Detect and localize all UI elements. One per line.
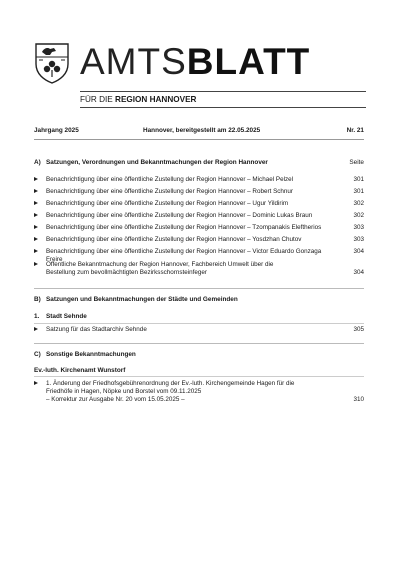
title-rule-bottom — [80, 107, 366, 108]
section-divider — [34, 343, 364, 344]
item-page: 301 — [353, 188, 364, 195]
list-item[interactable] — [34, 380, 364, 404]
list-item[interactable] — [34, 176, 364, 184]
section-a-letter: A) — [34, 159, 41, 166]
info-rule — [34, 139, 364, 140]
list-item[interactable] — [34, 248, 364, 263]
bullet-triangle-icon — [34, 213, 38, 217]
subtitle-prefix: FÜR DIE — [80, 95, 113, 104]
issue-year: Jahrgang 2025 — [34, 127, 79, 134]
bullet-triangle-icon — [34, 225, 38, 229]
bullet-triangle-icon — [34, 237, 38, 241]
section-a-heading — [34, 159, 268, 167]
section-divider — [34, 288, 364, 289]
bullet-triangle-icon — [34, 249, 38, 253]
subsection-rule — [34, 376, 364, 377]
item-page: 304 — [353, 269, 364, 276]
page-column-header: Seite — [349, 159, 364, 166]
item-text: Benachrichtigung über eine öffentliche Zustellung der Region Hannover – Robert Schnur — [46, 188, 294, 195]
section-b-title: Satzungen und Bekanntmachungen der Städte und Gemeinden — [46, 296, 238, 303]
item-text: Benachrichtigung über eine öffentliche Zustellung der Region Hannover – Dominic Lukas Braun — [46, 212, 313, 219]
bullet-triangle-icon — [34, 327, 38, 331]
item-page: 301 — [353, 176, 364, 183]
list-item[interactable] — [34, 224, 364, 232]
section-c-letter: C) — [34, 351, 41, 358]
item-page: 304 — [353, 248, 364, 255]
bullet-triangle-icon — [34, 262, 38, 266]
issue-place-date: Hannover, bereitgestellt am 22.05.2025 — [143, 127, 261, 134]
subsection-title: Ev.-luth. Kirchenamt Wunstorf — [34, 367, 126, 374]
item-text: Benachrichtigung über eine öffentliche Zustellung der Region Hannover – Michael Pelzel — [46, 176, 294, 183]
page-title — [80, 42, 310, 82]
item-text: 1. Änderung der Friedhofsgebührenordnung der Ev.-luth. Kirchengemeinde Hagen für die Friedhöfe in Hagen, Nöpke und Borstel vom 09.11.2025 – Korrektur zur Ausgabe Nr. 20 vom 15.05.2025 – — [46, 380, 295, 403]
item-page: 302 — [353, 200, 364, 207]
subtitle — [80, 95, 196, 105]
subsection-rule — [34, 323, 364, 324]
item-text: Benachrichtigung über eine öffentliche Zustellung der Region Hannover – Victor Eduardo Gonzaga Freire — [46, 248, 322, 263]
title-light: AMTS — [80, 41, 187, 82]
item-page: 310 — [353, 396, 364, 403]
item-page: 303 — [353, 224, 364, 231]
region-hannover-crest-icon — [34, 42, 70, 84]
item-page: 302 — [353, 212, 364, 219]
item-page: 303 — [353, 236, 364, 243]
list-item[interactable] — [34, 326, 364, 334]
bullet-triangle-icon — [34, 381, 38, 385]
list-item[interactable] — [34, 200, 364, 208]
section-b-letter: B) — [34, 296, 41, 303]
list-item[interactable] — [34, 261, 364, 277]
subtitle-region: REGION HANNOVER — [115, 95, 197, 104]
subsection-kirchenamt — [34, 367, 125, 375]
section-c-title: Sonstige Bekanntmachungen — [46, 351, 136, 358]
issue-number: Nr. 21 — [346, 127, 364, 134]
subsection-title: Stadt Sehnde — [46, 313, 87, 320]
item-text: Benachrichtigung über eine öffentliche Zustellung der Region Hannover – Yosdzhan Chutov — [46, 236, 302, 243]
title-rule-top — [80, 91, 366, 92]
item-page: 305 — [353, 326, 364, 333]
bullet-triangle-icon — [34, 177, 38, 181]
item-text: Satzung für das Stadtarchiv Sehnde — [46, 326, 147, 333]
list-item[interactable] — [34, 236, 364, 244]
section-c-heading — [34, 351, 136, 359]
item-text: Öffentliche Bekanntmachung der Region Hannover, Fachbereich Umwelt über die Bestellung zum bevollmächtigten Bezirksschornsteinfeger — [46, 261, 274, 276]
subsection-number: 1. — [34, 313, 40, 320]
section-b-heading — [34, 296, 238, 304]
list-item[interactable] — [34, 212, 364, 220]
subsection-stadt-sehnde — [34, 313, 87, 321]
item-text: Benachrichtigung über eine öffentliche Zustellung der Region Hannover – Tzompanakis Eleftherios — [46, 224, 322, 231]
bullet-triangle-icon — [34, 201, 38, 205]
bullet-triangle-icon — [34, 189, 38, 193]
section-a-title: Satzungen, Verordnungen und Bekanntmachungen der Region Hannover — [46, 159, 268, 166]
list-item[interactable] — [34, 188, 364, 196]
item-text: Benachrichtigung über eine öffentliche Zustellung der Region Hannover – Ugur Yildirim — [46, 200, 289, 207]
title-bold: BLATT — [186, 41, 311, 82]
